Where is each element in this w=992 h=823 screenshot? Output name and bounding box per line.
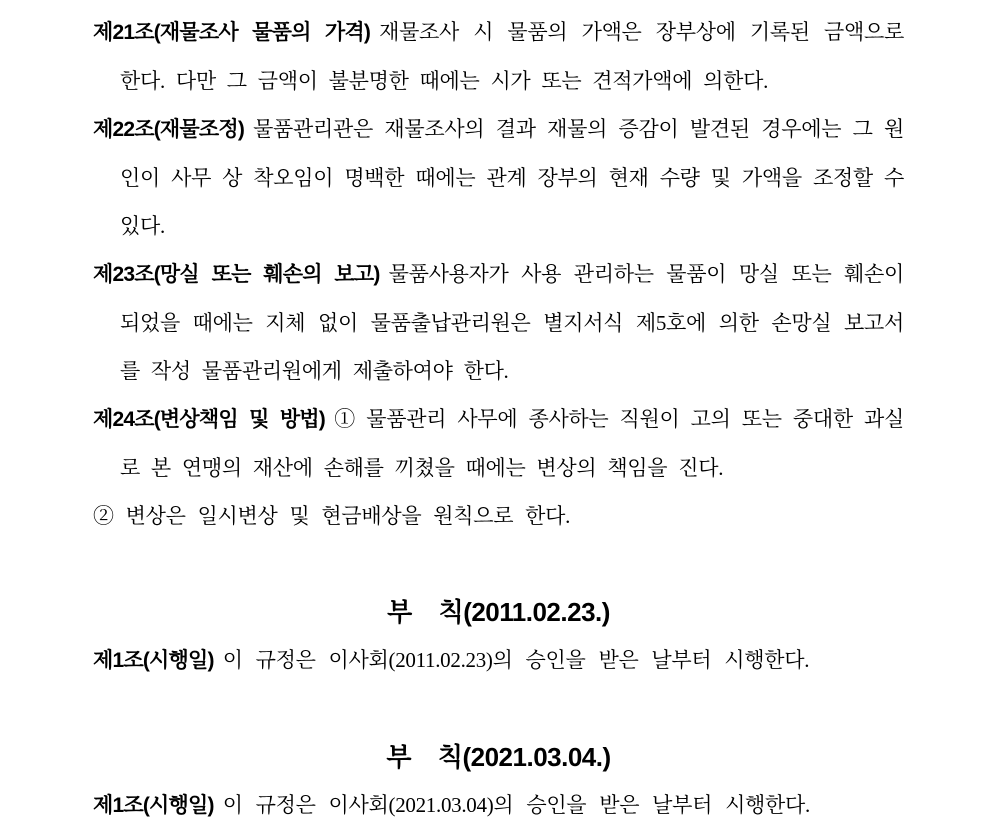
article-24-clause-2-body: ② 변상은 일시변상 및 현금배상을 원칙으로 한다.	[93, 504, 571, 528]
article-23-heading: 제23조(망실 또는 훼손의 보고)	[93, 263, 380, 286]
article-21-body: 재물조사 시 물품의 가액은 장부상에 기록된 금액으로 한다. 다만 그 금액이 불분명한 때에는 시가 또는 견적가액에 의한다.	[120, 20, 905, 93]
addendum-2011-title: 부 칙(2011.02.23.)	[387, 597, 610, 627]
article-22-heading: 제22조(재물조정)	[93, 118, 245, 141]
article-24	[93, 395, 904, 492]
addendum-2021-article-1-heading: 제1조(시행일)	[93, 794, 214, 817]
article-21-heading: 제21조(재물조사 물품의 가격)	[93, 21, 371, 44]
article-22	[93, 105, 904, 250]
article-23-body: 물품사용자가 사용 관리하는 물품이 망실 또는 훼손이 되었을 때에는 지체 없이 물품출납관리원은 별지서식 제5호에 의한 손망실 보고서를 작성 물품관리원에게 제출하여야 한다.	[120, 262, 905, 383]
article-23	[93, 250, 904, 395]
article-21	[93, 8, 904, 105]
article-24-heading: 제24조(변상책임 및 방법)	[93, 408, 325, 431]
article-24-clause-2	[93, 492, 904, 540]
article-24-body: ① 물품관리 사무에 종사하는 직원이 고의 또는 중대한 과실로 본 연맹의 재산에 손해를 끼쳤을 때에는 변상의 책임을 진다.	[120, 407, 904, 480]
addendum-2021-article-1-body: 이 규정은 이사회(2021.03.04)의 승인을 받은 날부터 시행한다.	[222, 793, 810, 817]
addendum-2021-article-1	[93, 781, 904, 823]
addendum-2011-article-1-heading: 제1조(시행일)	[93, 649, 214, 672]
addendum-2011-article-1	[93, 636, 904, 685]
addendum-2011-article-1-body: 이 규정은 이사회(2011.02.23)의 승인을 받은 날부터 시행한다.	[222, 648, 810, 672]
addendum-2021	[93, 733, 904, 823]
article-22-body: 물품관리관은 재물조사의 결과 재물의 증감이 발견된 경우에는 그 원인이 사무 상 착오임이 명백한 때에는 관계 장부의 현재 수량 및 가액을 조정할 수 있다.	[120, 117, 904, 238]
addendum-2011	[93, 588, 904, 685]
addendum-2021-title: 부 칙(2021.03.04.)	[386, 742, 611, 772]
